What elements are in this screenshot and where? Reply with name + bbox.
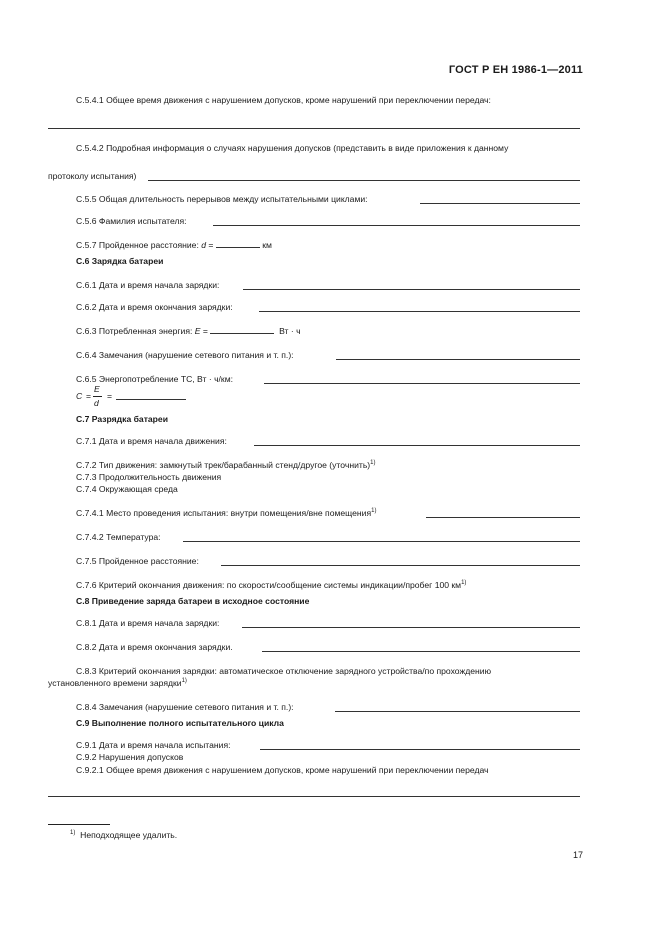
c81-label: С.8.1 Дата и время начала зарядки: bbox=[76, 618, 220, 628]
footnote-mark: 1) bbox=[70, 830, 76, 836]
c57-eq: = bbox=[206, 240, 216, 250]
c57-unit: км bbox=[262, 240, 272, 250]
c91-answer-line[interactable] bbox=[260, 749, 580, 750]
section-c9-heading: С.9 Выполнение полного испытательного цикла bbox=[76, 718, 284, 728]
c61-answer-line[interactable] bbox=[243, 289, 580, 290]
c921-label: С.9.2.1 Общее время движения с нарушением допусков, кроме нарушений при переключении передач bbox=[76, 765, 489, 775]
c921-answer-line[interactable] bbox=[48, 796, 580, 797]
c63-text: С.6.3 Потребленная энергия: bbox=[76, 326, 195, 336]
c57-label bbox=[76, 240, 272, 250]
c76-label bbox=[76, 580, 466, 590]
c63-unit: Вт · ч bbox=[279, 326, 301, 336]
c65-answer-line[interactable] bbox=[264, 383, 580, 384]
c82-answer-line[interactable] bbox=[262, 651, 580, 652]
c56-answer-line[interactable] bbox=[213, 225, 580, 226]
c71-label: С.7.1 Дата и время начала движения: bbox=[76, 436, 227, 446]
formula-eq1: = bbox=[86, 391, 92, 401]
c74-label: С.7.4 Окружающая среда bbox=[76, 484, 178, 494]
c64-label: С.6.4 Замечания (нарушение сетевого питания и т. п.): bbox=[76, 350, 294, 360]
c92-label: С.9.2 Нарушения допусков bbox=[76, 752, 184, 762]
c57-answer-line[interactable] bbox=[216, 240, 260, 248]
c64-answer-line[interactable] bbox=[336, 359, 580, 360]
c76-footnote-mark: 1) bbox=[461, 580, 467, 586]
c71-answer-line[interactable] bbox=[254, 445, 580, 446]
c72-label bbox=[76, 460, 376, 470]
c91-label: С.9.1 Дата и время начала испытания: bbox=[76, 740, 231, 750]
c541-answer-line[interactable] bbox=[48, 128, 580, 129]
c75-answer-line[interactable] bbox=[221, 565, 580, 566]
c83-footnote-mark: 1) bbox=[181, 678, 187, 684]
c84-answer-line[interactable] bbox=[335, 711, 580, 712]
c741-label bbox=[76, 508, 376, 518]
formula-c: C bbox=[76, 391, 83, 401]
formula-fraction-bar bbox=[93, 396, 102, 397]
c83-label-cont bbox=[48, 678, 187, 688]
c84-label: С.8.4 Замечания (нарушение сетевого питания и т. п.): bbox=[76, 702, 294, 712]
c741-text: С.7.4.1 Место проведения испытания: внутри помещения/вне помещения bbox=[76, 508, 372, 518]
c542-answer-line[interactable] bbox=[148, 180, 580, 181]
c57-var: d bbox=[201, 240, 207, 250]
c56-label: С.5.6 Фамилия испытателя: bbox=[76, 216, 187, 226]
section-c8-heading: С.8 Приведение заряда батареи в исходное состояние bbox=[76, 596, 310, 606]
c83-label: С.8.3 Критерий окончания зарядки: автоматическое отключение зарядного устройства/по прохождению bbox=[76, 666, 492, 676]
formula-eq2: = bbox=[107, 391, 113, 401]
standard-code-header: ГОСТ Р ЕН 1986-1—2011 bbox=[448, 64, 583, 76]
c65-label: С.6.5 Энергопотребление ТС, Вт · ч/км: bbox=[76, 374, 233, 384]
c63-label bbox=[76, 326, 301, 336]
c741-footnote-mark: 1) bbox=[371, 508, 377, 514]
c73-label: С.7.3 Продолжительность движения bbox=[76, 472, 222, 482]
formula-denominator: d bbox=[94, 398, 99, 408]
c742-answer-line[interactable] bbox=[183, 541, 580, 542]
c57-text: С.5.7 Пройденное расстояние: bbox=[76, 240, 202, 250]
c75-label: С.7.5 Пройденное расстояние: bbox=[76, 556, 199, 566]
c72-text: С.7.2 Тип движения: замкнутый трек/барабанный стенд/другое (уточнить) bbox=[76, 460, 371, 470]
page-number: 17 bbox=[572, 850, 583, 860]
formula-numerator: E bbox=[94, 384, 100, 394]
c72-footnote-mark: 1) bbox=[370, 460, 376, 466]
c541-label: С.5.4.1 Общее время движения с нарушением допусков, кроме нарушений при переключении передач: bbox=[76, 95, 491, 105]
footnote-rule bbox=[48, 824, 110, 825]
c62-label: С.6.2 Дата и время окончания зарядки: bbox=[76, 302, 233, 312]
c62-answer-line[interactable] bbox=[259, 311, 580, 312]
footnote-text: Неподходящее удалить. bbox=[80, 830, 178, 840]
section-c7-heading: С.7 Разрядка батареи bbox=[76, 414, 168, 424]
c76-text: С.7.6 Критерий окончания движения: по скорости/сообщение системы индикации/пробег 100 км bbox=[76, 580, 462, 590]
footnote bbox=[70, 830, 177, 840]
c55-label: С.5.5 Общая длительность перерывов между испытательными циклами: bbox=[76, 194, 368, 204]
formula-answer-line[interactable] bbox=[116, 399, 186, 400]
c63-answer-line[interactable] bbox=[210, 326, 274, 334]
c83-text-cont: установленного времени зарядки bbox=[48, 678, 182, 688]
energy-consumption-formula bbox=[76, 385, 226, 409]
c55-answer-line[interactable] bbox=[420, 203, 580, 204]
c61-label: С.6.1 Дата и время начала зарядки: bbox=[76, 280, 220, 290]
c542-label-cont: протоколу испытания) bbox=[48, 171, 137, 181]
c742-label: С.7.4.2 Температура: bbox=[76, 532, 161, 542]
section-c6-heading: С.6 Зарядка батареи bbox=[76, 256, 164, 266]
c741-answer-line[interactable] bbox=[426, 517, 580, 518]
c63-eq: = bbox=[200, 326, 211, 336]
c542-label: С.5.4.2 Подробная информация о случаях нарушения допусков (представить в виде приложения к данному bbox=[76, 143, 509, 153]
c63-var: E bbox=[194, 326, 201, 336]
c81-answer-line[interactable] bbox=[242, 627, 580, 628]
c82-label: С.8.2 Дата и время окончания зарядки. bbox=[76, 642, 233, 652]
